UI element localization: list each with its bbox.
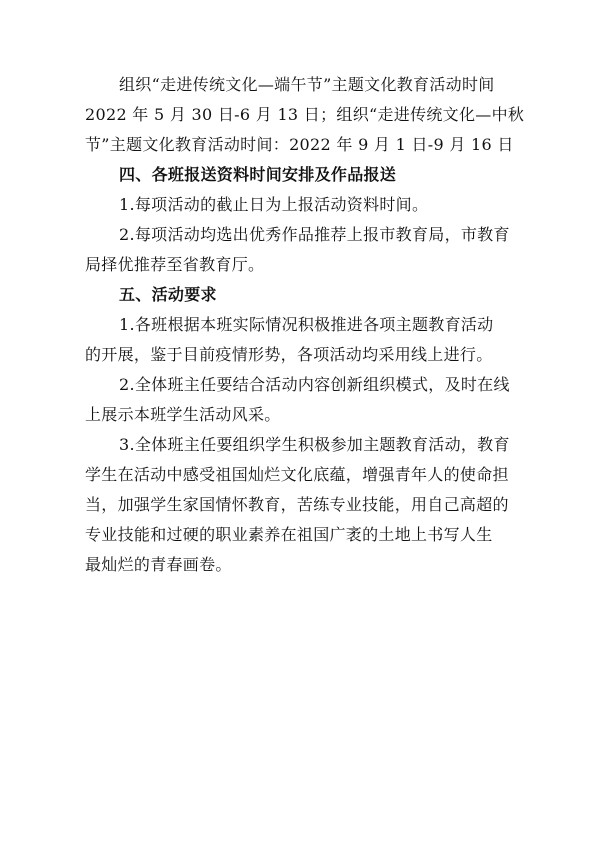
- paragraph-recommendation: [85, 220, 515, 280]
- text-line: 1.各班根据本班实际情况积极推进各项主题教育活动: [119, 315, 494, 334]
- paragraph-requirement-3: [85, 430, 515, 580]
- text-line: 节”主题文化教育活动时间：2022 年 9 月 1 日-9 月 16 日: [85, 135, 514, 154]
- paragraph-activity-times: [85, 70, 525, 160]
- text-line: 上展示本班学生活动风采。: [85, 405, 281, 424]
- text-line: 组织“走进传统文化—端午节”主题文化教育活动时间: [119, 75, 495, 94]
- text-line: 2.全体班主任要结合活动内容创新组织模式，及时在线: [119, 375, 510, 394]
- text-line: 专业技能和过硬的职业素养在祖国广袤的土地上书写人生: [85, 525, 493, 544]
- text-line: 最灿烂的青春画卷。: [85, 555, 232, 574]
- text-line: 学生在活动中感受祖国灿烂文化底蕴，增强青年人的使命担: [85, 465, 509, 484]
- paragraph-deadline: [85, 190, 515, 220]
- text-line: 当，加强学生家国情怀教育，苦练专业技能，用自己高超的: [85, 495, 509, 514]
- text-line: 的开展，鉴于目前疫情形势，各项活动均采用线上进行。: [85, 345, 493, 364]
- section-heading-4: 四、各班报送资料时间安排及作品报送: [119, 165, 397, 184]
- document-body: [85, 70, 525, 580]
- section-heading-5: 五、活动要求: [119, 285, 217, 304]
- paragraph-requirement-2: [85, 370, 515, 430]
- text-line: 2.每项活动均选出优秀作品推荐上报市教育局，市教育: [119, 225, 510, 244]
- paragraph-requirement-1: [85, 310, 515, 370]
- text-line: 1.每项活动的截止日为上报活动资料时间。: [119, 195, 429, 214]
- text-line: 2022 年 5 月 30 日-6 月 13 日；组织“走进传统文化—中秋: [85, 105, 525, 124]
- text-line: 局择优推荐至省教育厅。: [85, 255, 265, 274]
- text-line: 3.全体班主任要组织学生积极参加主题教育活动，教育: [119, 435, 510, 454]
